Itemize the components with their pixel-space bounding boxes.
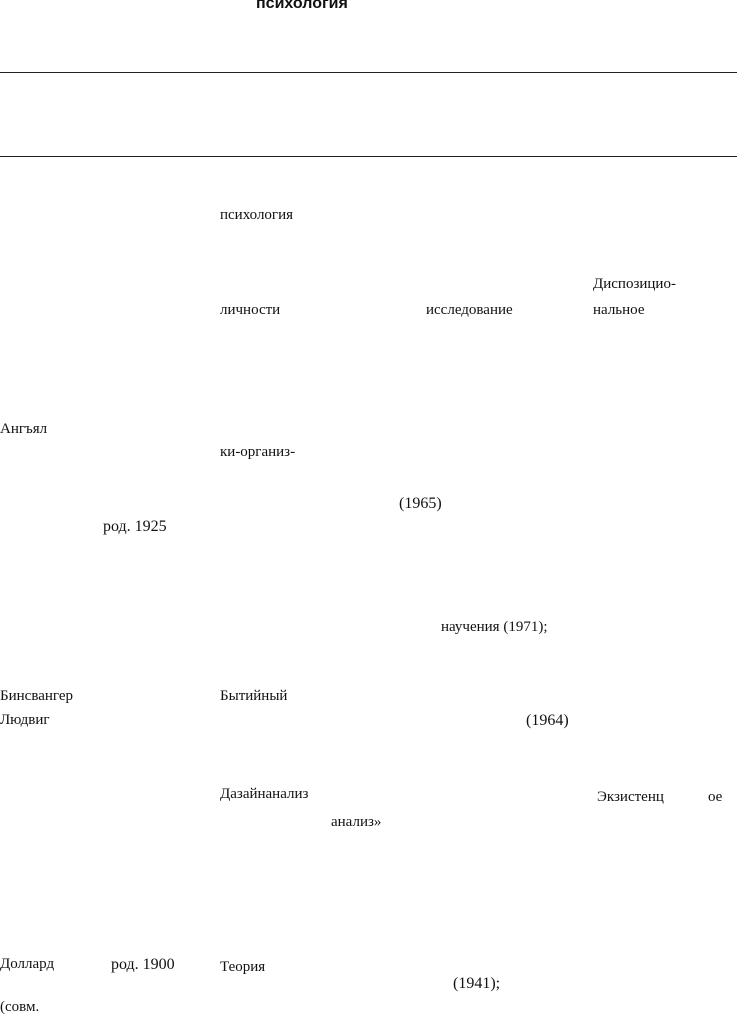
cell-year-1964: (1964) xyxy=(526,712,569,729)
author-name-angyal: Ангъял xyxy=(0,421,48,437)
table-top-rule xyxy=(0,72,737,73)
cell-analysis-quote: анализ» xyxy=(331,814,382,830)
author-name-binswanger: Бинсвангер xyxy=(0,688,74,704)
cell-daseinanalysis: Дазайнанализ xyxy=(220,786,309,802)
author-coauthor-open: (совм. xyxy=(0,999,40,1015)
author-born-dollard: род. 1900 xyxy=(111,956,175,973)
cell-theory: Теория xyxy=(220,959,266,975)
author-born-angyal: род. 1925 xyxy=(103,518,167,535)
cell-existential-2: ое xyxy=(708,789,723,805)
page-title: психология xyxy=(256,0,348,12)
cell-dispositional-2: нальное xyxy=(593,302,645,318)
cell-year-1965: (1965) xyxy=(399,495,442,512)
cell-being: Бытийный xyxy=(220,688,288,704)
cell-personality: личности xyxy=(220,302,281,318)
author-name-dollard: Доллард xyxy=(0,956,55,972)
cell-psychology: психология xyxy=(220,207,294,223)
table-header-rule xyxy=(0,156,737,157)
cell-research: исследование xyxy=(426,302,513,318)
author-firstname-binswanger: Людвиг xyxy=(0,712,50,728)
cell-learning-1971: научения (1971); xyxy=(441,619,548,635)
cell-existential-1: Экзистенц xyxy=(597,789,664,805)
cell-year-1941: (1941); xyxy=(453,975,501,992)
cell-dispositional-1: Диспозицио- xyxy=(593,276,676,292)
cell-ki-organism: ки-организ- xyxy=(220,444,296,460)
